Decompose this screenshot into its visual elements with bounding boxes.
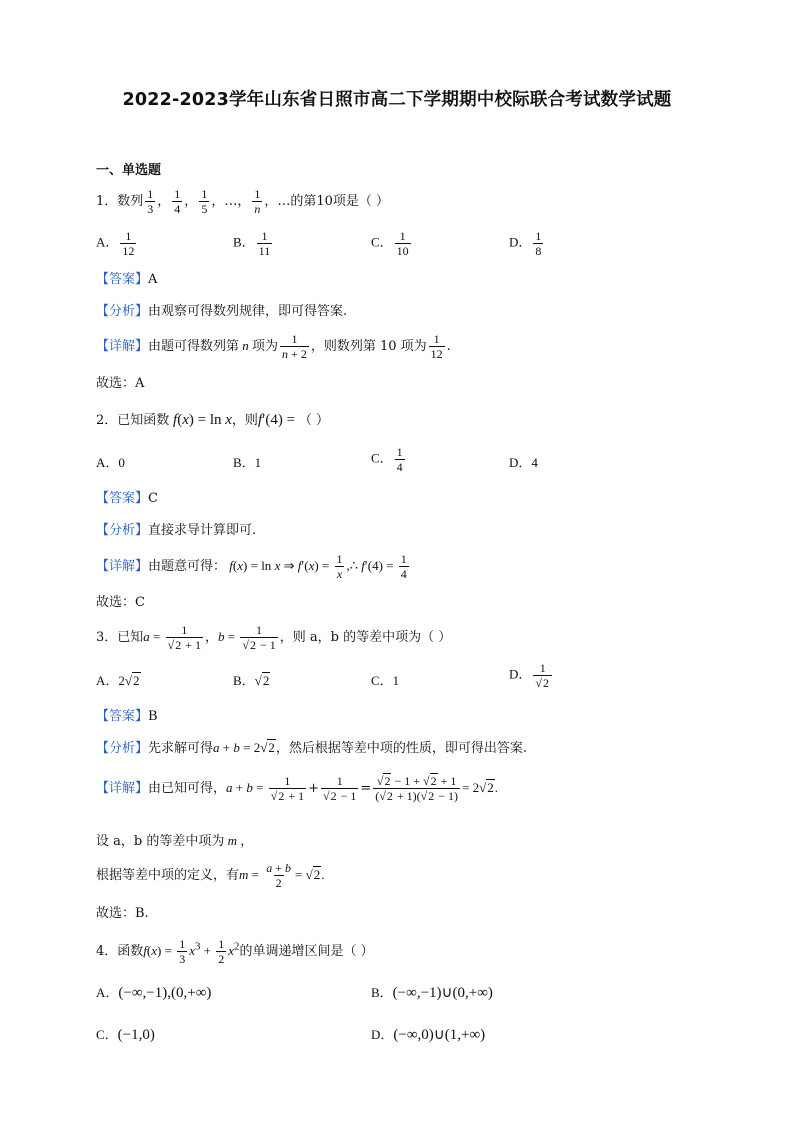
q3-option-a[interactable]: A．2√2 (96, 673, 140, 688)
q2-option-b[interactable]: B．1 (233, 455, 262, 470)
q3-detail: 【详解】由已知可得，a + b = $\frac{1}{√2 + 1}$ + $\frac{1}{√2 - 1}$ = $\frac{√2 - 1 + √2 + 1}{(√2 + 1)(√2 - 1)}$ = 2√2. (96, 774, 498, 803)
q3-answer: 【答案】B (96, 709, 158, 724)
q1-option-b[interactable]: B． $\frac{1}{11}$ (233, 229, 271, 258)
q3-line-1: 设 a，b 的等差中项为 m ， (96, 833, 254, 849)
section-heading: 一、单选题 (96, 163, 162, 178)
q3-option-b[interactable]: B．√2 (233, 673, 270, 688)
q1-option-c[interactable]: C． $\frac{1}{10}$ (371, 229, 409, 258)
q2-option-d[interactable]: D．4 (509, 455, 538, 470)
q4-option-d[interactable]: D．(−∞,0)∪(1,+∞) (371, 1027, 486, 1043)
q4-option-b[interactable]: B．(−∞,−1)∪(0,+∞) (371, 985, 493, 1001)
q1-stem: 1．数列 $\frac{1}{3}$ ， $\frac{1}{4}$ ， $\frac{1}{5}$ ，…， $\frac{1}{n}$ ，…的第10项是（ ） (96, 187, 390, 216)
q1-choice: 故选：A (96, 376, 145, 391)
q3-line-2: 根据等差中项的定义，有m = $\frac{a + b}{2}$ = √2. (96, 861, 325, 890)
q2-answer: 【答案】C (96, 491, 158, 506)
q3-stem: 3．已知a = $\frac{1}{√2 + 1}$ ，b = $\frac{1}{√2 - 1}$ ，则 a，b 的等差中项为（ ） (96, 623, 452, 652)
q2-option-c[interactable]: C． $\frac{1}{4}$ (371, 445, 403, 474)
page-title: 2022-2023学年山东省日照市高二下学期期中校际联合考试数学试题 (122, 90, 672, 110)
q3-option-d[interactable]: D． $\frac{1}{√2}$ (509, 662, 554, 689)
q1-option-d[interactable]: D． $\frac{1}{8}$ (509, 229, 542, 258)
q2-analysis: 【分析】直接求导计算即可. (96, 523, 257, 538)
q3-analysis: 【分析】先求解可得a + b = 2√2，然后根据等差中项的性质，即可得出答案. (96, 740, 527, 756)
q2-choice: 故选：C (96, 595, 145, 610)
q2-detail: 【详解】由题意可得： f(x) = ln x ⇒ f′(x) = $\frac{1}{x}$ ,∴ f′(4) = $\frac{1}{4}$ (96, 552, 407, 581)
q1-answer: 【答案】A (96, 272, 158, 287)
q2-option-a[interactable]: A．0 (96, 455, 125, 470)
q1-option-a[interactable]: A． $\frac{1}{12}$ (96, 229, 135, 258)
q1-analysis: 【分析】由观察可得数列规律，即可得答案. (96, 304, 348, 319)
q3-option-c[interactable]: C．1 (371, 673, 400, 688)
q3-choice: 故选：B. (96, 906, 149, 921)
q4-stem: 4．函数f(x) = $\frac{1}{3}$ $x^3$ + $\frac{1}{2}$ $x^2$的单调递增区间是（ ） (96, 937, 374, 966)
q2-stem: 2．已知函数 f(x) = ln x，则f′(4) = （ ） (96, 412, 329, 428)
q4-option-a[interactable]: A．(−∞,−1),(0,+∞) (96, 985, 212, 1001)
q4-option-c[interactable]: C．(−1,0) (96, 1027, 155, 1043)
q1-detail: 【详解】由题可得数列第 n 项为 $\frac{1}{n + 2}$ ，则数列第 10 项为 $\frac{1}{12}$ . (96, 332, 451, 361)
